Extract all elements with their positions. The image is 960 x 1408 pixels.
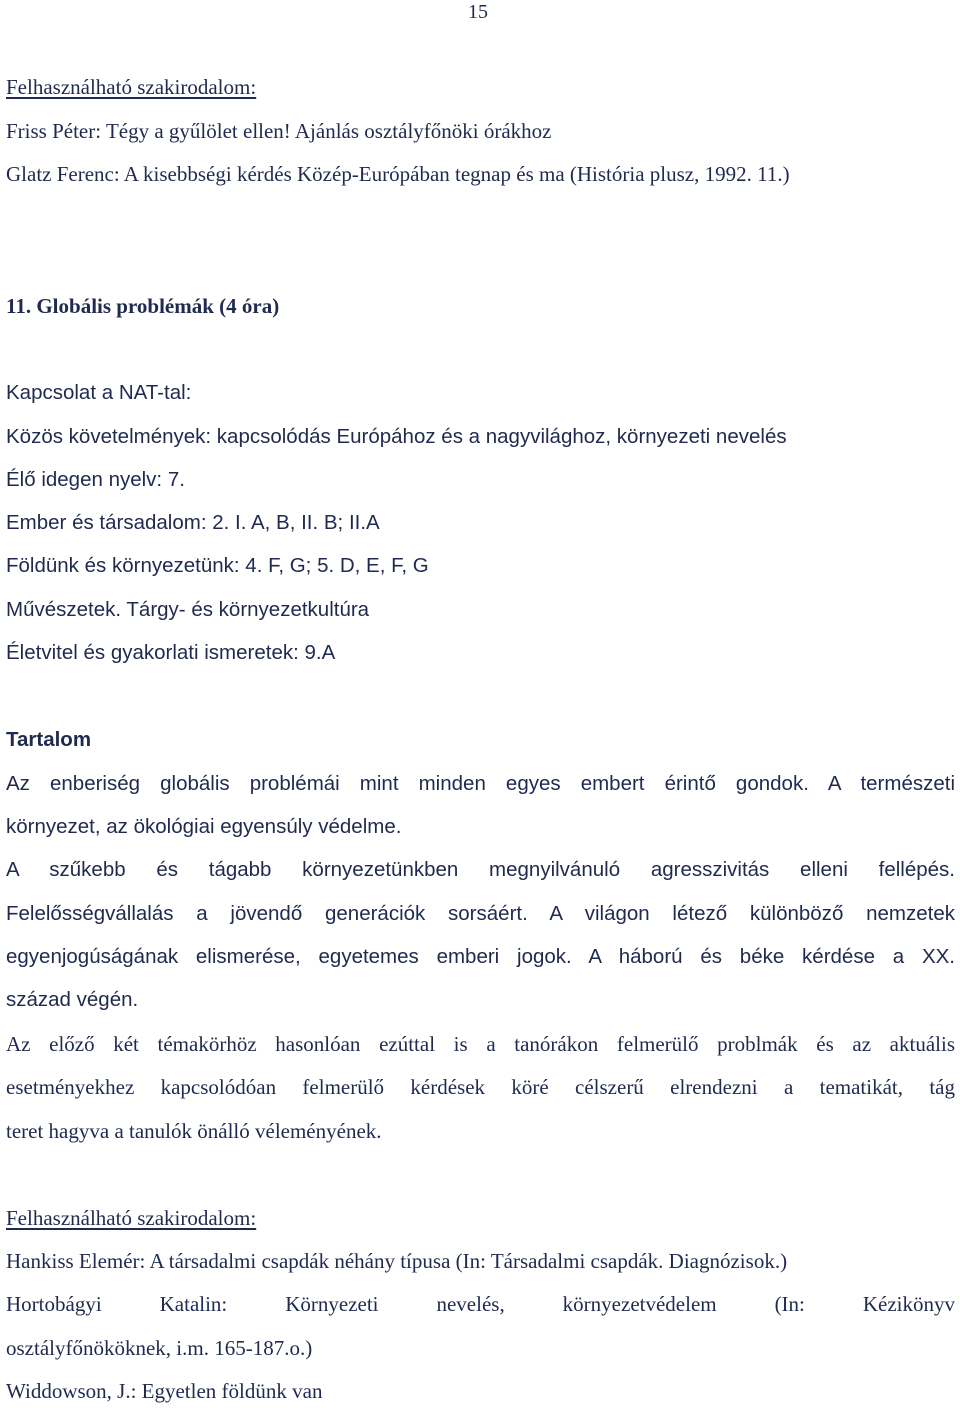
- nat-line: Ember és társadalom: 2. I. A, B, II. B; II.A: [6, 511, 380, 534]
- nat-line: Földünk és környezetünk: 4. F, G; 5. D, E, F, G: [6, 554, 429, 577]
- content-paragraph-line: teret hagyva a tanulók önálló véleményének.: [6, 1119, 382, 1143]
- literature-item: osztályfőnököknek, i.m. 165-187.o.): [6, 1336, 313, 1360]
- nat-line: Élő idegen nyelv: 7.: [6, 468, 185, 491]
- content-line: Felelősségvállalás a jövendő generációk sorsáért. A világon létező különböző nemzetek: [6, 902, 955, 925]
- content-line: egyenjogúságának elismerése, egyetemes emberi jogok. A háború és béke kérdése a XX.: [6, 945, 955, 968]
- content-line: A szűkebb és tágabb környezetünkben megnyilvánuló agresszivitás elleni fellépés.: [6, 858, 955, 881]
- section-title: 11. Globális problémák (4 óra): [6, 294, 280, 318]
- content-paragraph-line: Az előző két témakörhöz hasonlóan ezúttal is a tanórákon felmerülő problmák és az aktuális: [6, 1032, 955, 1056]
- content-paragraph-line: esetményekhez kapcsolódóan felmerülő kérdések köré célszerű elrendezni a tematikát, tág: [6, 1075, 955, 1099]
- literature-item: Hortobágyi Katalin: Környezeti nevelés, környezetvédelem (In: Kézikönyv: [6, 1292, 955, 1316]
- nat-line: Közös követelmények: kapcsolódás Európához és a nagyvilághoz, környezeti nevelés: [6, 425, 787, 448]
- literature-heading: Felhasználható szakirodalom:: [6, 1206, 257, 1230]
- literature-item: Glatz Ferenc: A kisebbségi kérdés Közép-Európában tegnap és ma (História plusz, 1992. 11.): [6, 162, 790, 186]
- literature-heading: Felhasználható szakirodalom:: [6, 75, 257, 99]
- nat-line: Művészetek. Tárgy- és környezetkultúra: [6, 598, 370, 621]
- content-line: környezet, az ökológiai egyensúly védelme.: [6, 815, 402, 838]
- nat-line: Életvitel és gyakorlati ismeretek: 9.A: [6, 641, 336, 664]
- content-line: Az enberiség globális problémái mint minden egyes embert érintő gondok. A természeti: [6, 772, 955, 795]
- literature-item: Widdowson, J.: Egyetlen földünk van: [6, 1379, 323, 1403]
- literature-item: Hankiss Elemér: A társadalmi csapdák néhány típusa (In: Társadalmi csapdák. Diagnózisok.): [6, 1249, 788, 1273]
- literature-item: Friss Péter: Tégy a gyűlölet ellen! Ajánlás osztályfőnöki órákhoz: [6, 119, 552, 143]
- page-number: 15: [468, 1, 488, 23]
- content-line: század végén.: [6, 988, 139, 1011]
- content-heading: Tartalom: [6, 728, 92, 751]
- nat-heading: Kapcsolat a NAT-tal:: [6, 381, 192, 404]
